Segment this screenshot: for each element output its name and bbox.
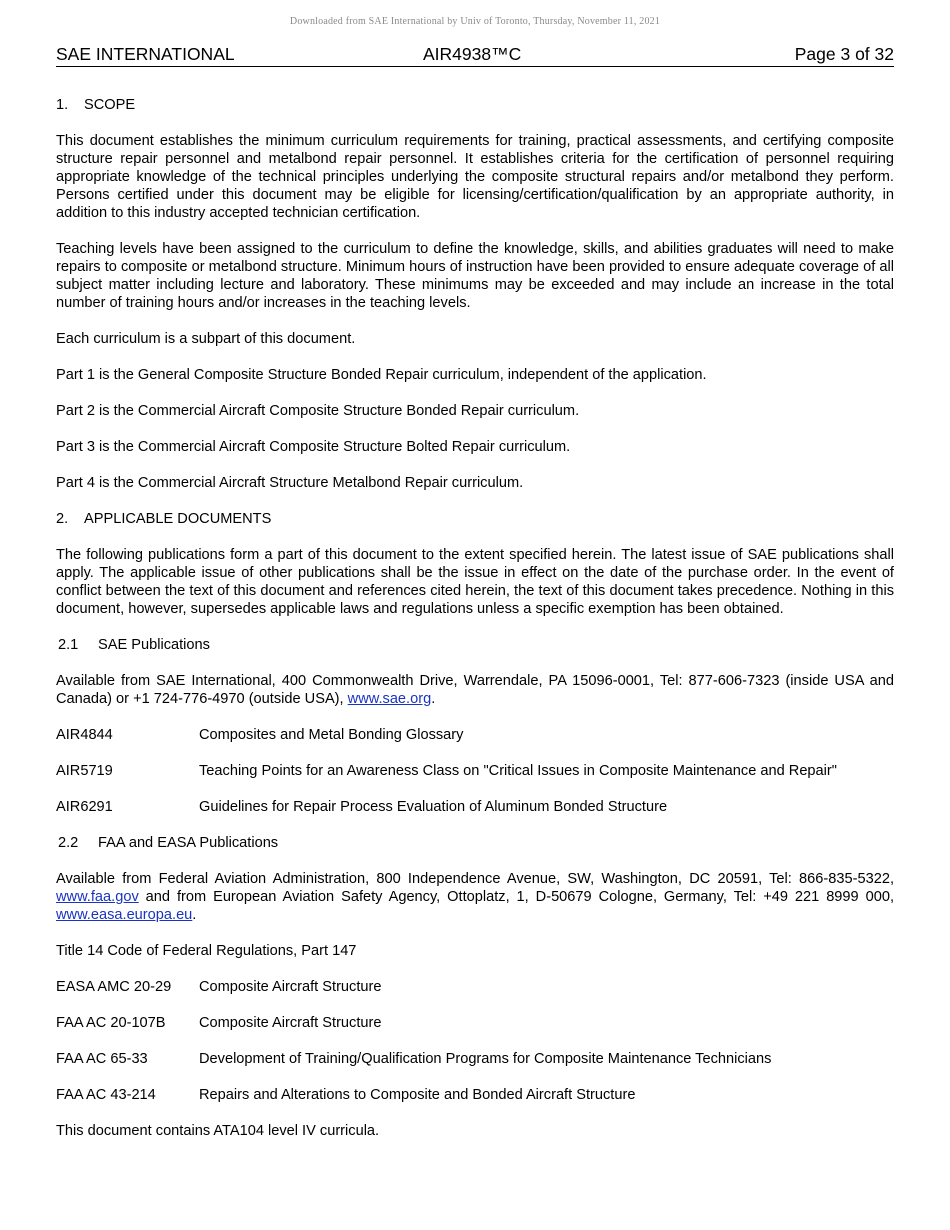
easa-availability-text: and from European Aviation Safety Agency, Ottoplatz, 1, D-50679 Cologne, Germany, Tel: +49 221 8999 000, xyxy=(138,889,894,905)
reference-code: EASA AMC 20-29 xyxy=(56,979,172,995)
subsection-number: 2.1 xyxy=(58,637,79,653)
document-body xyxy=(56,96,894,1158)
reference-row xyxy=(56,1050,894,1068)
closing-statement: This document contains ATA104 level IV curricula. xyxy=(56,1123,380,1139)
sae-website-link[interactable]: www.sae.org xyxy=(347,691,432,707)
header-doc-id: AIR4938™C xyxy=(423,44,522,64)
download-watermark: Downloaded from SAE International by Univ of Toronto, Thursday, November 11, 2021 xyxy=(289,16,661,27)
reference-code: FAA AC 43-214 xyxy=(56,1087,156,1103)
faa-website-link[interactable]: www.faa.gov xyxy=(56,889,139,905)
reference-title: Teaching Points for an Awareness Class on "Critical Issues in Composite Maintenance and Repair" xyxy=(199,763,837,779)
reference-title: Composite Aircraft Structure xyxy=(199,979,382,995)
reference-title: Composite Aircraft Structure xyxy=(199,1015,382,1031)
reference-title: Repairs and Alterations to Composite and Bonded Aircraft Structure xyxy=(199,1087,636,1103)
scope-part-1: Part 1 is the General Composite Structure Bonded Repair curriculum, independent of the application. xyxy=(56,367,707,383)
subsection-faa-easa-heading xyxy=(58,834,894,852)
easa-website-link[interactable]: www.easa.europa.eu xyxy=(56,907,193,923)
period: . xyxy=(431,691,436,707)
reference-title: Guidelines for Repair Process Evaluation of Aluminum Bonded Structure xyxy=(199,799,668,815)
reference-code: AIR6291 xyxy=(56,799,113,815)
reference-row xyxy=(56,798,894,816)
page-header xyxy=(56,44,894,67)
scope-part-2: Part 2 is the Commercial Aircraft Composite Structure Bonded Repair curriculum. xyxy=(56,403,580,419)
applicable-documents-paragraph: The following publications form a part of this document to the extent specified herein. The latest issue of SAE publications shall apply. The applicable issue of other publications shall be the issue in effect on the date of the purchase order. In the event of conflict between the text of this document and references cited herein, the text of this document takes precedence. Nothing in this document, however, supersedes applicable laws and regulations unless a specific exemption has been obtained. xyxy=(56,547,894,617)
scope-part-4: Part 4 is the Commercial Aircraft Structure Metalbond Repair curriculum. xyxy=(56,475,524,491)
period: . xyxy=(192,907,197,923)
section-number: 2. xyxy=(56,511,69,527)
section-applicable-documents-heading xyxy=(56,510,894,528)
reference-row xyxy=(56,1086,894,1104)
sae-availability-text: Available from SAE International, 400 Commonwealth Drive, Warrendale, PA 15096-0001, Tel: 877-606-7323 (inside USA and Canada) or +1 724-776-4970 (outside USA), xyxy=(56,673,894,707)
faa-availability-text: Available from Federal Aviation Administration, 800 Independence Avenue, SW, Washington, DC 20591, Tel: 866-835-5322, xyxy=(56,871,894,887)
header-page-number: Page 3 of 32 xyxy=(794,44,894,64)
reference-title: Composites and Metal Bonding Glossary xyxy=(199,727,464,743)
reference-row xyxy=(56,978,894,996)
subsection-title: SAE Publications xyxy=(98,637,210,653)
section-title: APPLICABLE DOCUMENTS xyxy=(84,511,272,527)
scope-paragraph-3: Each curriculum is a subpart of this document. xyxy=(56,331,356,347)
reference-row xyxy=(56,1014,894,1032)
subsection-title: FAA and EASA Publications xyxy=(98,835,279,851)
reference-title: Development of Training/Qualification Programs for Composite Maintenance Technicians xyxy=(199,1051,772,1067)
section-number: 1. xyxy=(56,97,69,113)
reference-code: AIR5719 xyxy=(56,763,113,779)
header-org: SAE INTERNATIONAL xyxy=(56,44,235,64)
reference-code: FAA AC 20-107B xyxy=(56,1015,166,1031)
reference-row xyxy=(56,762,894,780)
scope-paragraph-1: This document establishes the minimum curriculum requirements for training, practical assessments, and certifying composite structure repair personnel and metalbond repair personnel. It establishes criteria for the certification of personnel requiring appropriate knowledge of the technical principles underlying the composite structural repairs and/or metalbond they perform. Persons certified under this document may be eligible for licensing/certification/qualification by an appropriate authority, in addition to this industry accepted technician certification. xyxy=(56,133,894,221)
cfr-reference: Title 14 Code of Federal Regulations, Part 147 xyxy=(56,943,357,959)
subsection-sae-publications-heading xyxy=(58,636,894,654)
reference-row xyxy=(56,726,894,744)
sae-availability-paragraph xyxy=(56,672,894,708)
scope-part-3: Part 3 is the Commercial Aircraft Composite Structure Bolted Repair curriculum. xyxy=(56,439,571,455)
reference-code: AIR4844 xyxy=(56,727,113,743)
reference-code: FAA AC 65-33 xyxy=(56,1051,148,1067)
scope-paragraph-2: Teaching levels have been assigned to the curriculum to define the knowledge, skills, and abilities graduates will need to make repairs to composite or metalbond structure. Minimum hours of instruction have been provided to ensure adequate coverage of all subject matter including lecture and laboratory. These minimums may be exceeded and may include an increase in the total number of training hours and/or increases in the teaching levels. xyxy=(56,241,894,311)
section-title: SCOPE xyxy=(84,97,136,113)
subsection-number: 2.2 xyxy=(58,835,79,851)
faa-easa-availability-paragraph xyxy=(56,870,894,924)
section-scope-heading xyxy=(56,96,894,114)
